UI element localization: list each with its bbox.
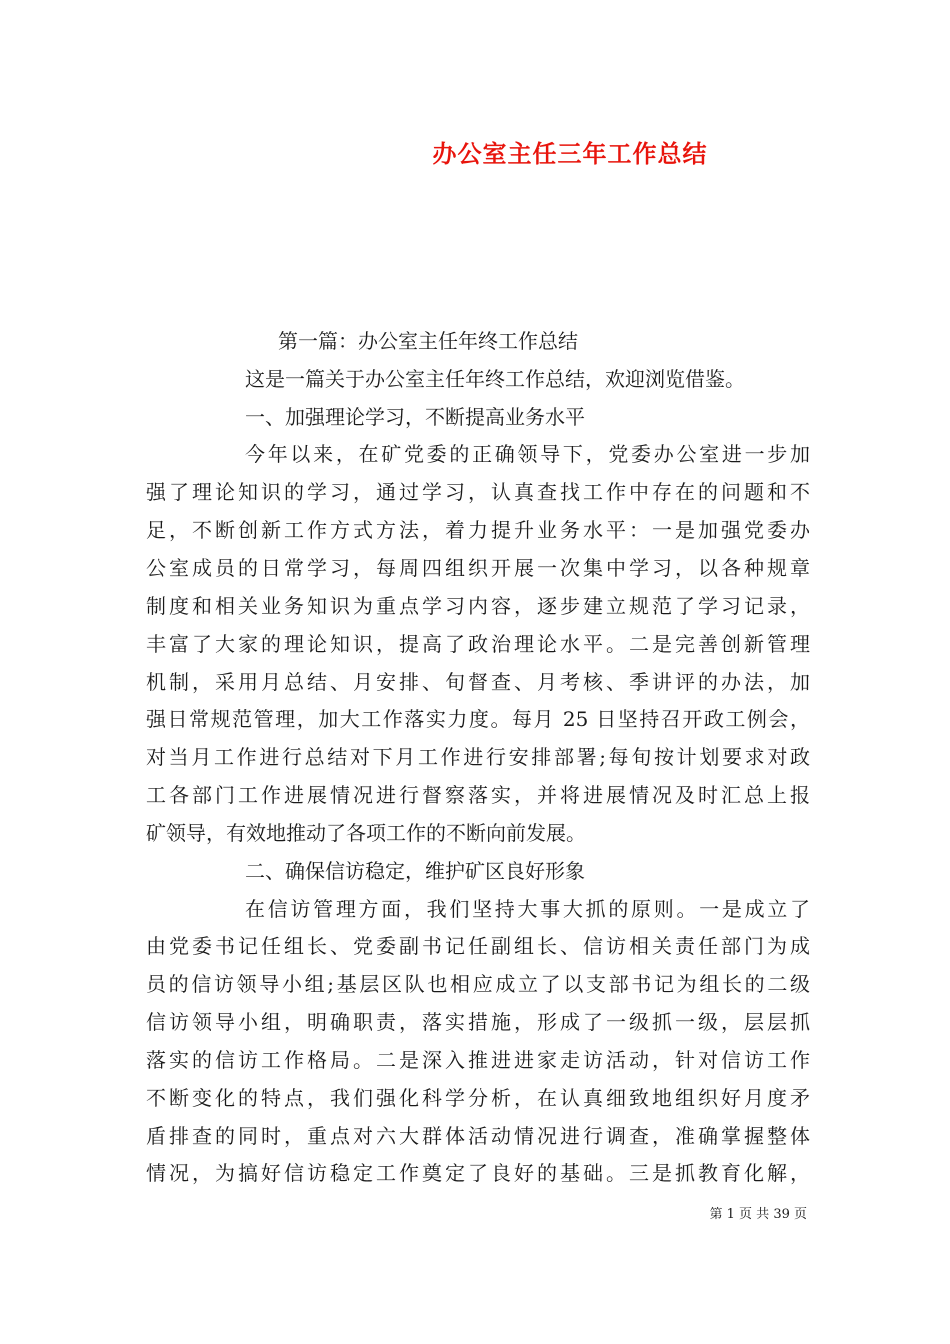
paragraph-line: 员的信访领导小组;基层区队也相应成立了以支部书记为组长的二级 — [146, 972, 810, 996]
intro-text: 这是一篇关于办公室主任年终工作总结，欢迎浏览借鉴。 — [245, 367, 745, 391]
paragraph-line: 公室成员的日常学习，每周四组织开展一次集中学习，以各种规章 — [146, 556, 810, 580]
section-2-title: 二、确保信访稳定，维护矿区良好形象 — [245, 859, 585, 883]
paragraph-line: 丰富了大家的理论知识，提高了政治理论水平。二是完善创新管理 — [146, 632, 810, 656]
paragraph-line: 对当月工作进行总结对下月工作进行安排部署;每旬按计划要求对政 — [146, 745, 810, 769]
paragraph-line: 机制，采用月总结、月安排、旬督查、月考核、季讲评的办法，加 — [146, 670, 810, 694]
paragraph-line: 足，不断创新工作方式方法，着力提升业务水平：一是加强党委办 — [146, 518, 810, 542]
paragraph-line: 今年以来，在矿党委的正确领导下，党委办公室进一步加 — [245, 442, 810, 466]
paragraph-line: 情况，为搞好信访稳定工作奠定了良好的基础。三是抓教育化解， — [146, 1161, 810, 1185]
paragraph-line: 不断变化的特点，我们强化科学分析，在认真细致地组织好月度矛 — [146, 1086, 810, 1110]
paragraph-line: 盾排查的同时，重点对六大群体活动情况进行调查，准确掌握整体 — [146, 1124, 810, 1148]
paragraph-line: 强了理论知识的学习，通过学习，认真查找工作中存在的问题和不 — [146, 480, 810, 504]
paragraph-line: 落实的信访工作格局。二是深入推进进家走访活动，针对信访工作 — [146, 1048, 810, 1072]
page-number: 第 1 页 共 39 页 — [709, 1207, 807, 1222]
paragraph-line: 信访领导小组，明确职责，落实措施，形成了一级抓一级，层层抓 — [146, 1010, 810, 1034]
paragraph-line: 由党委书记任组长、党委副书记任副组长、信访相关责任部门为成 — [146, 934, 810, 958]
document-title: 办公室主任三年工作总结 — [432, 140, 708, 168]
paragraph-line: 矿领导，有效地推动了各项工作的不断向前发展。 — [146, 821, 586, 845]
paragraph-line: 工各部门工作进展情况进行督察落实，并将进展情况及时汇总上报 — [146, 783, 810, 807]
paragraph-line: 在信访管理方面，我们坚持大事大抓的原则。一是成立了 — [245, 897, 810, 921]
section-1-title: 一、加强理论学习，不断提高业务水平 — [245, 405, 585, 429]
section-heading: 第一篇：办公室主任年终工作总结 — [278, 329, 578, 353]
paragraph-line: 制度和相关业务知识为重点学习内容，逐步建立规范了学习记录， — [146, 594, 810, 618]
paragraph-line: 强日常规范管理，加大工作落实力度。每月 25 日坚持召开政工例会， — [146, 707, 810, 731]
